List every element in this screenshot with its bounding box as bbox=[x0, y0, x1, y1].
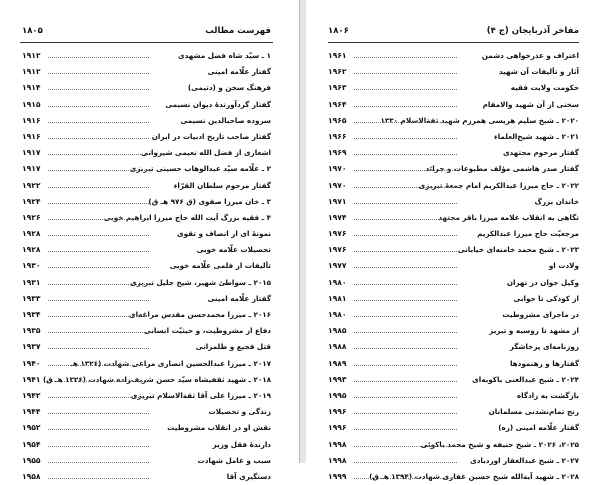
toc-entry-page: ۱۹۹۸ bbox=[328, 455, 347, 465]
toc-entry-title: گفتار علّامه امینی (ره) bbox=[498, 423, 579, 433]
dot-leader bbox=[354, 300, 457, 301]
toc-entry bbox=[0, 258, 299, 274]
dot-leader bbox=[354, 478, 457, 479]
toc-entry-title: ۲۰۱۹ ـ میرزا علی آقا ثقةالاسلام تبریزی bbox=[130, 390, 271, 400]
toc-entry-title: زندگی و تحصیلات bbox=[208, 407, 271, 417]
toc-entry bbox=[0, 194, 299, 210]
dot-leader bbox=[48, 365, 149, 366]
toc-entry bbox=[0, 372, 299, 388]
toc-entry-title: سخنی از آن شهید والامقام bbox=[482, 99, 579, 109]
dot-leader bbox=[354, 332, 457, 333]
toc-entry-page: ۱۹۸۹ bbox=[328, 358, 347, 368]
toc-entry-title: در ماجرای مشروطیت bbox=[502, 310, 579, 319]
toc-entry-page: ۱۹۱۴ bbox=[22, 83, 41, 93]
toc-entry-title: ۲۰۲۱ ـ شهید شیخ‌العلماء bbox=[494, 131, 579, 141]
toc-entry bbox=[306, 242, 607, 258]
toc-entry-page: ۱۹۳۰ bbox=[22, 261, 41, 271]
toc-entry-title: روزنامه‌ای پرخاشگر bbox=[509, 342, 579, 352]
toc-entry bbox=[0, 437, 299, 453]
toc-entry-page: ۱۹۸۱ bbox=[328, 293, 347, 303]
right-page-header bbox=[306, 26, 607, 40]
toc-entry-title: نقش او در انقلاب مشروطیت bbox=[167, 423, 271, 433]
toc-entry-page: ۱۹۸۸ bbox=[328, 342, 347, 352]
dot-leader bbox=[354, 284, 457, 285]
toc-entry bbox=[0, 275, 299, 291]
dot-leader bbox=[48, 429, 149, 430]
toc-entry-title: ۲۰۱۷ ـ میرزا عبدالحسین انصاری مراغی شهادت (۱۳۲۶ هـ bbox=[70, 358, 271, 368]
dot-leader bbox=[354, 251, 457, 252]
toc-entry bbox=[306, 291, 607, 307]
toc-entry bbox=[306, 129, 607, 145]
dot-leader bbox=[48, 316, 149, 317]
dot-leader bbox=[354, 413, 457, 414]
toc-entry-page: ۱۹۸۰ bbox=[328, 277, 347, 287]
toc-entry-title: گفتار صدر هاشمی مؤلف مطبوعات و جرائد bbox=[425, 164, 579, 174]
toc-entry-page: ۱۹۶۱ bbox=[328, 51, 347, 60]
toc-entry-title: ۲۰۱۵ ـ سواطئ شهیر، شیخ جلیل تبریزی bbox=[130, 277, 271, 287]
toc-entry-title: گفتار علّامه امینی bbox=[207, 67, 271, 77]
toc-entry-title: گفتار صاحب تاریخ ادبیات در ایران bbox=[151, 131, 271, 141]
toc-entry-page: ۱۹۱۷ bbox=[22, 148, 41, 158]
dot-leader bbox=[48, 413, 149, 414]
toc-entry bbox=[0, 469, 299, 485]
toc-entry bbox=[306, 161, 607, 177]
dot-leader bbox=[48, 446, 149, 447]
toc-entry-title: آثار و تألیفات آن شهید bbox=[498, 67, 579, 77]
dot-leader bbox=[354, 235, 457, 236]
toc-entry bbox=[306, 113, 607, 129]
toc-entry-title: ۲۰۲۵، ۲۰۲۶ ـ شیخ حنیفه و شیخ محمد باکوئی bbox=[420, 439, 579, 449]
toc-entry-page: ۱۹۷۷ bbox=[328, 261, 347, 271]
toc-entry-page: ۱۹۱۲ bbox=[22, 67, 41, 77]
dot-leader bbox=[48, 332, 149, 333]
toc-entry-title: تگاهی به انقلاب علامه میرزا باقر مجتهد bbox=[438, 212, 579, 222]
dot-leader bbox=[48, 106, 149, 107]
toc-entry bbox=[0, 453, 299, 469]
toc-entry bbox=[306, 226, 607, 242]
toc-entry bbox=[306, 80, 607, 96]
toc-entry-title: مرجعیّت حاج میرزا عبدالکریم bbox=[477, 229, 579, 239]
toc-entry-title: ۲۰۲۳ ـ شیخ محمد خامنه‌ای خیابانی bbox=[457, 245, 579, 255]
left-page bbox=[0, 0, 300, 481]
dot-leader bbox=[354, 57, 457, 58]
toc-entry-page: ۱۹۹۶ bbox=[328, 407, 347, 417]
toc-entry bbox=[0, 113, 299, 129]
toc-entry-title: ۲۰۲۸ ـ شهید آیةالله شیخ حسین غفاری شهادت (۱۳۹۴ هـ ق) bbox=[369, 471, 579, 481]
dot-leader bbox=[48, 300, 149, 301]
toc-entry bbox=[306, 64, 607, 80]
toc-entry bbox=[306, 469, 607, 485]
toc-entry-title: بازگشت به زادگاه bbox=[516, 390, 579, 400]
toc-entry bbox=[0, 145, 299, 161]
toc-entry bbox=[0, 242, 299, 258]
left-page-title: فهرست مطالب bbox=[205, 26, 271, 36]
toc-entry-page: ۱۹۹۸ bbox=[328, 439, 347, 449]
dot-leader bbox=[48, 187, 149, 188]
toc-entry-page: ۱۹۷۴ bbox=[328, 212, 347, 222]
toc-entry bbox=[0, 420, 299, 436]
toc-entry-page: ۱۹۷۱ bbox=[328, 196, 347, 206]
toc-entry-title: اشعاری از فضل الله نعیمی شیروانی bbox=[141, 148, 271, 158]
toc-entry-title: ۴ ـ فقیه بزرگ آیت الله حاج میرزا ابراهیم خوبی bbox=[103, 212, 271, 222]
toc-entry-page: ۱۹۲۸ bbox=[22, 229, 41, 239]
toc-entry-page: ۱۹۳۱ bbox=[22, 277, 41, 287]
header-rule bbox=[20, 42, 273, 43]
toc-entry bbox=[0, 339, 299, 355]
toc-entry-title: تألیفات از فلمی علّامه خوبی bbox=[169, 261, 271, 271]
dot-leader bbox=[48, 381, 149, 382]
toc-entry bbox=[306, 48, 607, 64]
toc-entry-title: ولادت او bbox=[548, 261, 579, 271]
toc-entry-page: ۱۹۶۶ bbox=[328, 131, 347, 141]
dot-leader bbox=[48, 89, 149, 90]
dot-leader bbox=[48, 267, 149, 268]
toc-entry-page: ۱۹۷۰ bbox=[328, 164, 347, 174]
dot-leader bbox=[48, 397, 149, 398]
dot-leader bbox=[48, 251, 149, 252]
dot-leader bbox=[354, 89, 457, 90]
dot-leader bbox=[354, 316, 457, 317]
toc-entry-title: سبب و عامل شهادت bbox=[197, 455, 271, 465]
toc-entry-title: وکیل جوان در تهران bbox=[506, 277, 579, 287]
toc-entry bbox=[0, 210, 299, 226]
dot-leader bbox=[48, 203, 149, 204]
toc-entry bbox=[306, 258, 607, 274]
toc-entry bbox=[0, 404, 299, 420]
toc-entry-page: ۱۹۳۷ bbox=[22, 342, 41, 352]
right-page bbox=[306, 0, 607, 481]
toc-entry-page: ۱۹۲۶ bbox=[22, 212, 41, 222]
toc-entry-title: ۲۰۱۸ ـ شهید ثقفیشاه سیّد حسن شریف‌زاده شهادت (۱۳۲۶ هـ ق) bbox=[42, 374, 271, 384]
right-page-number: ۱۸۰۶ bbox=[328, 26, 349, 36]
dot-leader bbox=[354, 187, 457, 188]
toc-entry bbox=[306, 388, 607, 404]
left-page-number: ۱۸۰۵ bbox=[22, 26, 43, 36]
toc-entry-page: ۱۹۶۳ bbox=[328, 83, 347, 93]
toc-entry-title: قتل فجیع و ظلمرانی bbox=[195, 342, 271, 352]
toc-entry-page: ۱۹۵۸ bbox=[22, 471, 41, 481]
dot-leader bbox=[354, 446, 457, 447]
header-rule bbox=[328, 42, 579, 43]
dot-leader bbox=[354, 122, 457, 123]
toc-list-left bbox=[0, 48, 299, 485]
toc-entry bbox=[306, 404, 607, 420]
toc-entry-title: گفتار مرحوم مجتهدی bbox=[502, 148, 579, 158]
toc-entry-page: ۱۹۵۴ bbox=[22, 439, 41, 449]
toc-entry bbox=[306, 323, 607, 339]
toc-entry bbox=[306, 194, 607, 210]
toc-entry-page: ۱۹۷۶ bbox=[328, 229, 347, 239]
toc-entry-title: از کودکی تا جوانی bbox=[513, 293, 579, 303]
toc-entry-title: ۱ ـ سیّد شاه فضل مشهدی bbox=[178, 51, 271, 60]
toc-entry-page: ۱۹۲۴ bbox=[22, 196, 41, 206]
toc-entry-page: ۱۹۴۴ bbox=[22, 407, 41, 417]
toc-entry-page: ۱۹۷۶ bbox=[328, 245, 347, 255]
toc-entry bbox=[306, 275, 607, 291]
toc-entry bbox=[0, 48, 299, 64]
dot-leader bbox=[48, 348, 149, 349]
toc-entry-title: گفتار گردآورندهٔ دیوان نسیمی bbox=[165, 99, 271, 109]
toc-entry-title: دفاع از مشروطیت، و حیثیّت انسانی bbox=[143, 326, 271, 336]
toc-entry-page: ۱۹۲۲ bbox=[22, 180, 41, 190]
dot-leader bbox=[354, 381, 457, 382]
toc-entry-title: ۲۰۲۰ ـ شیخ سلیم هریسی همرزم شهید ثقةالاسلام ۱۳۳۰ bbox=[380, 115, 579, 125]
toc-entry bbox=[306, 372, 607, 388]
toc-entry bbox=[306, 420, 607, 436]
dot-leader bbox=[354, 170, 457, 171]
dot-leader bbox=[48, 138, 149, 139]
toc-entry bbox=[0, 129, 299, 145]
toc-entry bbox=[306, 178, 607, 194]
toc-entry bbox=[0, 80, 299, 96]
toc-list-right bbox=[306, 48, 607, 485]
dot-leader bbox=[48, 73, 149, 74]
toc-entry-page: ۱۹۳۵ bbox=[22, 326, 41, 336]
dot-leader bbox=[354, 429, 457, 430]
toc-entry-page: ۱۹۹۶ bbox=[328, 423, 347, 433]
toc-entry-title: دستگیری آقا bbox=[226, 471, 271, 481]
toc-entry bbox=[306, 339, 607, 355]
dot-leader bbox=[48, 57, 149, 58]
dot-leader bbox=[354, 397, 457, 398]
dot-leader bbox=[48, 235, 149, 236]
dot-leader bbox=[354, 219, 457, 220]
toc-entry bbox=[0, 64, 299, 80]
toc-entry-page: ۱۹۱۶ bbox=[22, 131, 41, 141]
dot-leader bbox=[354, 348, 457, 349]
toc-entry-title: ۳ ـ خان میرزا صفوی (ق ۹۷۶ هـ ق) bbox=[148, 196, 271, 206]
dot-leader bbox=[354, 73, 457, 74]
toc-entry-title: ۲۰۲۴ ـ شیخ عبدالغنی باکوبه‌ای bbox=[472, 374, 579, 384]
toc-entry bbox=[0, 161, 299, 177]
toc-entry-page: ۱۹۹۵ bbox=[328, 390, 347, 400]
toc-entry-page: ۱۹۸۰ bbox=[328, 310, 347, 319]
toc-entry-title: سروده صاحبالدین نسیمی bbox=[180, 115, 271, 125]
dot-leader bbox=[48, 219, 149, 220]
toc-entry-page: ۱۹۶۲ bbox=[328, 67, 347, 77]
toc-entry-page: ۱۹۶۵ bbox=[328, 115, 347, 125]
toc-entry-page: ۱۹۲۸ bbox=[22, 245, 41, 255]
dot-leader bbox=[48, 170, 149, 171]
toc-entry bbox=[306, 356, 607, 372]
toc-entry-title: دارندهٔ فقل وزیر bbox=[212, 439, 271, 449]
toc-entry bbox=[306, 437, 607, 453]
toc-entry-title: فرهنگ سخن و (دتیمی) bbox=[187, 83, 271, 93]
toc-entry bbox=[306, 145, 607, 161]
toc-entry-title: از مشهد تا روسیه و تبریز bbox=[489, 326, 579, 336]
dot-leader bbox=[354, 154, 457, 155]
toc-entry-page: ۱۹۳۳ bbox=[22, 293, 41, 303]
toc-entry-page: ۱۹۵۲ bbox=[22, 423, 41, 433]
toc-entry-title: گفتار مرحوم سلطان القرّاء bbox=[173, 180, 271, 190]
toc-entry-page: ۱۹۴۰ bbox=[22, 358, 41, 368]
toc-entry-title: گفتارها و رهنمودها bbox=[509, 358, 579, 368]
dot-leader bbox=[354, 365, 457, 366]
toc-entry-page: ۱۹۴۱ bbox=[22, 374, 41, 384]
toc-entry-title: رنج تمام‌نشدنی مسلمانان bbox=[488, 407, 579, 417]
toc-entry-page: ۱۹۱۷ bbox=[22, 164, 41, 174]
toc-entry bbox=[0, 97, 299, 113]
toc-entry-page: ۱۹۹۹ bbox=[328, 471, 347, 481]
toc-entry-title: اعتراف و عذرخواهی دشمن bbox=[481, 51, 579, 60]
toc-entry-title: خاندان بزرگ bbox=[534, 196, 579, 206]
toc-entry bbox=[0, 226, 299, 242]
toc-entry bbox=[0, 388, 299, 404]
toc-entry-page: ۱۹۵۵ bbox=[22, 455, 41, 465]
toc-entry-page: ۱۹۸۵ bbox=[328, 326, 347, 336]
toc-entry-page: ۱۹۱۲ bbox=[22, 51, 41, 60]
toc-entry-page: ۱۹۷۰ bbox=[328, 180, 347, 190]
toc-entry-title: ۲۰۲۲ ـ حاج میرزا عبدالکریم امام جمعهٔ تبریزی bbox=[418, 180, 579, 190]
dot-leader bbox=[48, 478, 149, 479]
dot-leader bbox=[48, 154, 149, 155]
dot-leader bbox=[354, 267, 457, 268]
toc-entry-page: ۱۹۶۹ bbox=[328, 148, 347, 158]
toc-entry-page: ۱۹۶۴ bbox=[328, 99, 347, 109]
toc-entry bbox=[306, 307, 607, 323]
dot-leader bbox=[354, 106, 457, 107]
dot-leader bbox=[354, 203, 457, 204]
toc-entry-page: ۱۹۱۶ bbox=[22, 115, 41, 125]
toc-entry-page: ۱۹۳۴ bbox=[22, 310, 41, 319]
toc-entry bbox=[306, 453, 607, 469]
toc-entry bbox=[0, 178, 299, 194]
toc-entry bbox=[0, 291, 299, 307]
toc-entry bbox=[0, 356, 299, 372]
toc-entry-title: ۲۰۲۷ ـ شیخ عبدالغفار اوردبادی bbox=[470, 455, 579, 465]
toc-entry-title: گفتار علّامه امینی bbox=[207, 293, 271, 303]
toc-entry bbox=[0, 323, 299, 339]
left-page-header bbox=[0, 26, 299, 40]
dot-leader bbox=[48, 284, 149, 285]
right-page-title: مفاخر آذربایجان (ج ۴) bbox=[486, 26, 579, 36]
toc-entry-title: ۲ ـ علّامه سیّد عبدالوهاب حسینی تبریزی bbox=[129, 164, 271, 174]
toc-entry-page: ۱۹۱۵ bbox=[22, 99, 41, 109]
toc-entry-title: نمونهٔ ای از انصاف و تقوی bbox=[177, 229, 271, 239]
toc-entry bbox=[306, 97, 607, 113]
dot-leader bbox=[354, 138, 457, 139]
toc-entry-title: تحصیلات علّامه خوبی bbox=[196, 245, 271, 255]
toc-entry-page: ۱۹۴۲ bbox=[22, 390, 41, 400]
toc-entry bbox=[306, 210, 607, 226]
toc-entry-page: ۱۹۹۳ bbox=[328, 374, 347, 384]
toc-entry-title: حکومت ولایت فقیه bbox=[510, 83, 579, 93]
toc-entry-title: ۲۰۱۶ ـ میرزا محمدحسن مقدس مراغه‌ای bbox=[129, 310, 271, 319]
toc-entry bbox=[0, 307, 299, 323]
dot-leader bbox=[48, 122, 149, 123]
